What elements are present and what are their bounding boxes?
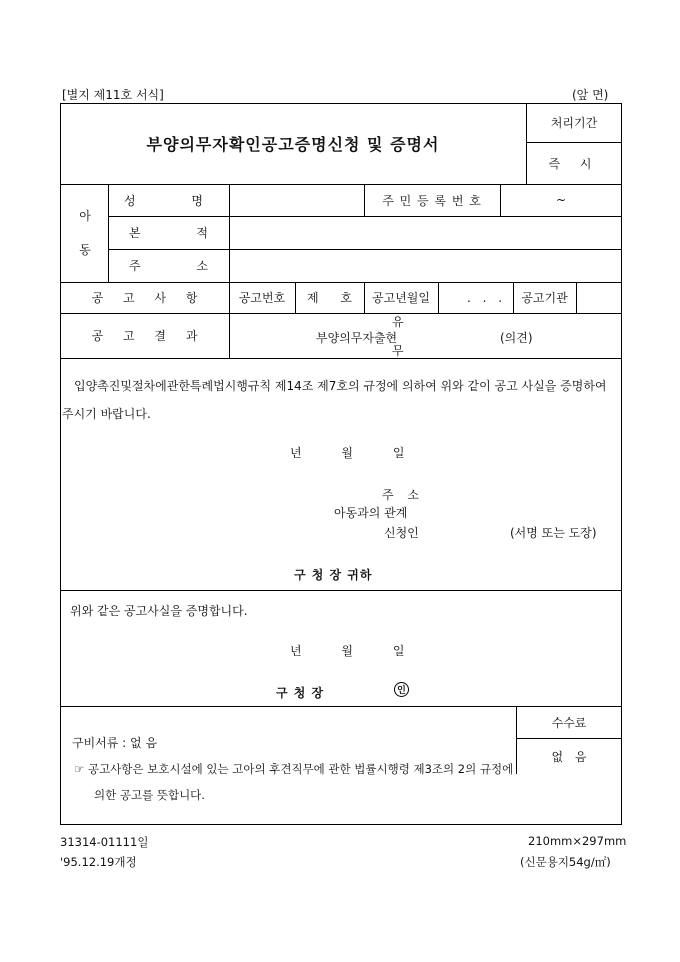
resident-number-label: 주 민 등 록 번 호 <box>382 193 482 208</box>
registry-field[interactable] <box>229 216 622 249</box>
notice-date-field[interactable]: . . . <box>466 290 503 305</box>
result-text: 부양의무자출현 <box>316 331 398 345</box>
addressee: 구 청 장 귀하 <box>294 568 373 582</box>
paper-type: (신문용지54g/㎡) <box>520 855 611 869</box>
fee-label: 수수료 <box>551 715 587 730</box>
certificate-body: 위와 같은 공고사실을 증명합니다. <box>70 604 248 618</box>
notice-date-label: 공고년월일 <box>372 291 430 305</box>
result-label: 공 고 결 과 <box>91 329 198 343</box>
issuer: 구 청 장 <box>276 686 325 700</box>
seal-icon: 인 <box>394 682 409 697</box>
applicant-address-label: 주 소 <box>382 488 419 502</box>
result-no-option[interactable]: 무 <box>392 344 404 358</box>
application-date: 년 월 일 <box>290 446 405 460</box>
notice-note: ☞ 공고사항은 보호시설에 있는 고아의 후견직무에 관한 법률시행령 제3조의 2의 규정에 의한 공고를 뜻합니다. <box>74 762 514 802</box>
processing-period-value: 즉 시 <box>548 156 600 171</box>
form-title: 부양의무자확인공고증명신청 및 증명서 <box>146 135 440 154</box>
address-label: 주 소 <box>129 259 208 273</box>
result-yes-option[interactable]: 유 <box>392 315 404 329</box>
certificate-date: 년 월 일 <box>290 644 405 658</box>
address-field[interactable] <box>229 249 622 282</box>
notice-label: 공 고 사 항 <box>91 291 198 305</box>
revision-date: '95.12.19개정 <box>60 855 137 869</box>
name-field[interactable] <box>229 184 364 216</box>
required-docs: 구비서류 : 없 음 <box>72 736 158 750</box>
name-label: 성 명 <box>124 193 203 208</box>
signature-label: (서명 또는 도장) <box>510 526 597 540</box>
notice-number-field[interactable]: 제 호 <box>307 291 352 305</box>
result-opinion: (의견) <box>500 331 533 345</box>
relation-label: 아동과의 관계 <box>334 506 408 520</box>
applicant-label: 신청인 <box>384 526 419 540</box>
application-body: 입양촉진및절차에관한특례법시행규칙 제14조 제7호의 규정에 의하여 위와 같이 공고 사실을 증명하여 주시기 바랍니다. <box>62 379 607 421</box>
form-code: 31314-01111일 <box>60 835 149 849</box>
form-number: [별지 제11호 서식] <box>62 88 164 102</box>
registry-label: 본 적 <box>129 226 208 240</box>
fee-value: 없 음 <box>551 749 587 764</box>
processing-period-label: 처리기간 <box>550 116 598 130</box>
notice-agency-field[interactable] <box>576 282 622 313</box>
paper-size: 210mm×297mm <box>528 834 627 848</box>
page-side-label: (앞 면) <box>572 88 609 102</box>
notice-agency-label: 공고기관 <box>521 291 568 305</box>
notice-number-label: 공고번호 <box>238 291 286 305</box>
child-label: 아 동 <box>79 209 91 257</box>
resident-number-field[interactable]: ~ <box>555 193 567 207</box>
